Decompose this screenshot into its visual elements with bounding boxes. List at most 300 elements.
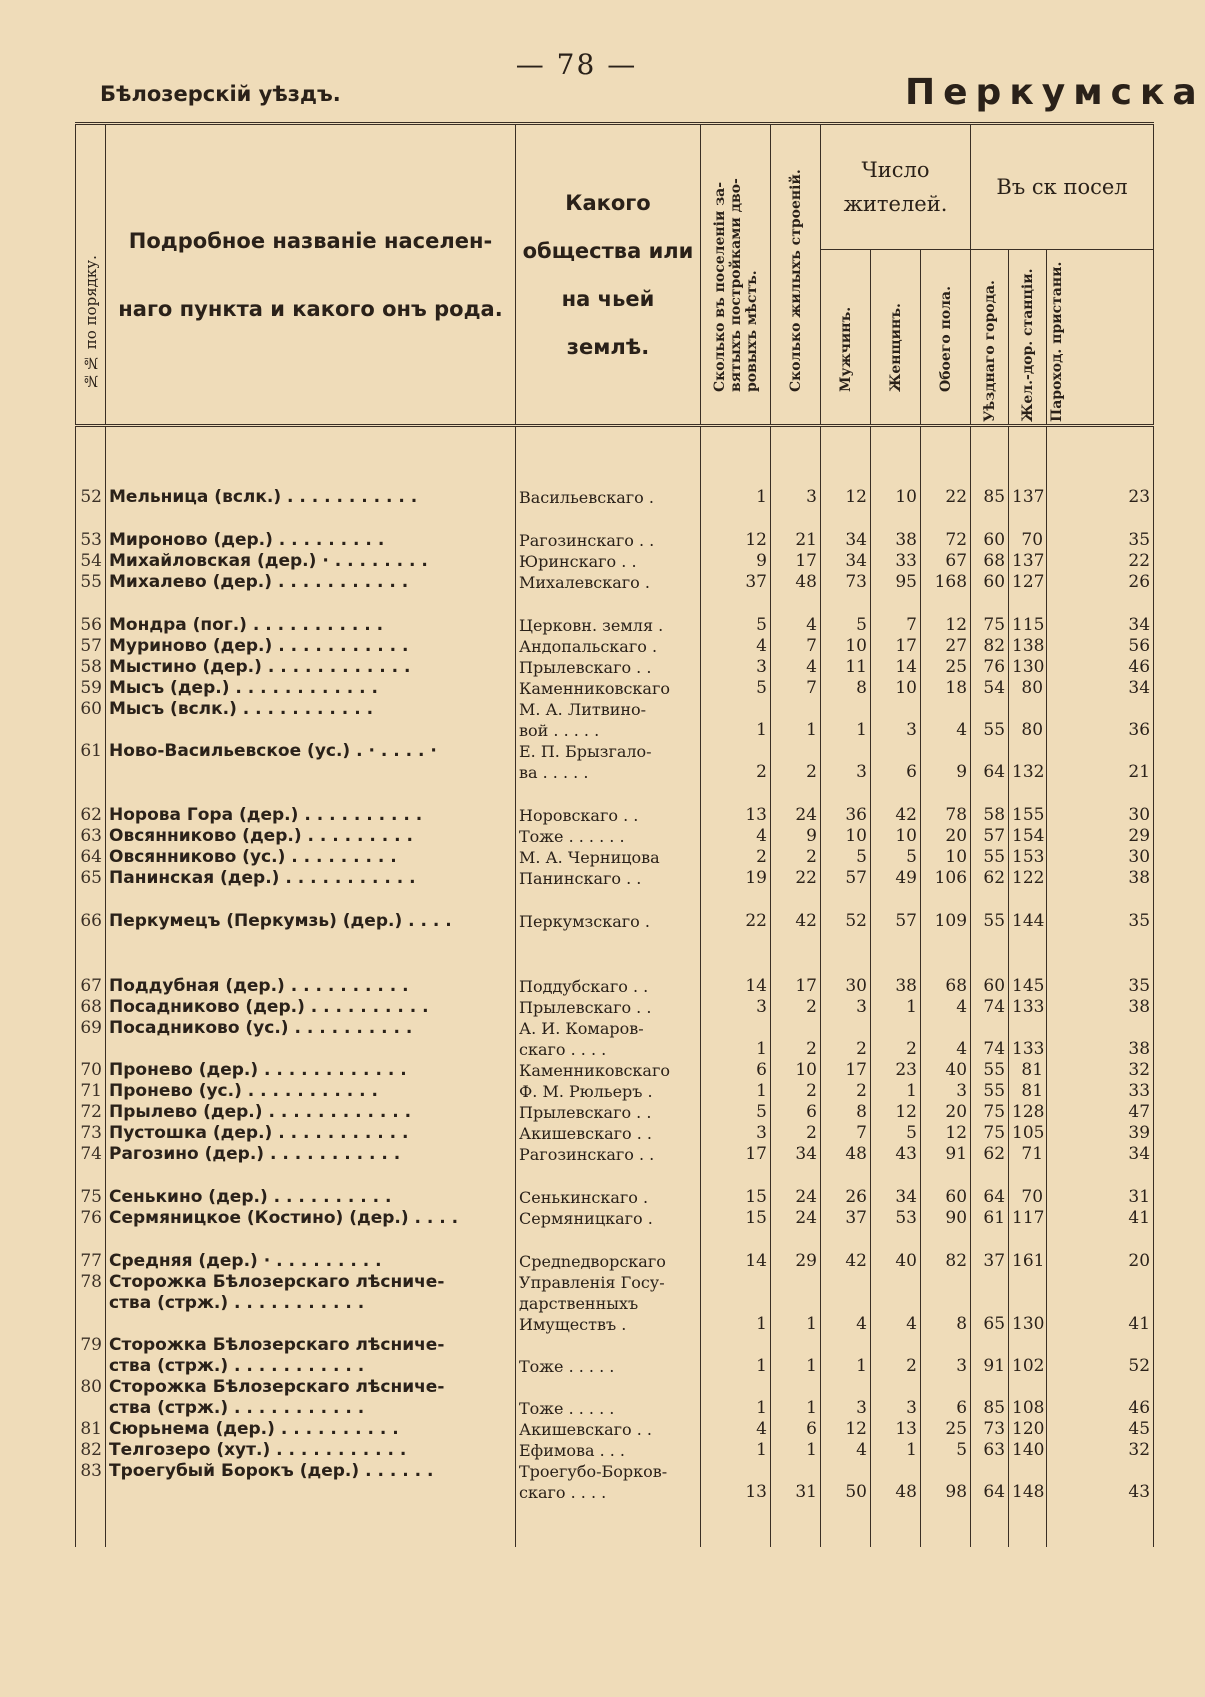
cell-pier: 41	[1047, 1208, 1154, 1229]
spacer-cell	[1009, 508, 1047, 530]
cell-pier: 31	[1047, 1187, 1154, 1208]
cell-women: 6	[871, 762, 921, 783]
table-row	[76, 551, 1154, 572]
col-header-num: №№ по порядку.	[76, 124, 106, 426]
cell-men	[821, 1018, 871, 1039]
cell-society: Поддубскаго . .	[516, 976, 701, 997]
cell-rail: 127	[1009, 572, 1047, 593]
spacer-cell	[921, 1165, 971, 1187]
cell-name: Мельница (вслк.) . . . . . . . . . . .	[106, 487, 516, 508]
spacer-cell	[106, 1229, 516, 1251]
col-header-men: Мужчинъ.	[821, 250, 871, 426]
cell-rail: 138	[1009, 636, 1047, 657]
spacer-cell	[516, 1503, 701, 1547]
cell-women	[871, 1018, 921, 1039]
cell-women	[871, 1293, 921, 1314]
cell-num: 70	[76, 1060, 106, 1081]
cell-yards: 1	[701, 1314, 771, 1335]
cell-pier: 39	[1047, 1123, 1154, 1144]
spacer-cell	[106, 932, 516, 976]
spacer-cell	[971, 426, 1009, 488]
cell-city: 60	[971, 572, 1009, 593]
cell-pier: 46	[1047, 1398, 1154, 1419]
cell-rail: 122	[1009, 868, 1047, 889]
spacer-cell	[971, 508, 1009, 530]
cell-women	[871, 1461, 921, 1482]
cell-name: Прылево (дер.) . . . . . . . . . . . .	[106, 1102, 516, 1123]
cell-society: Васильевскаго .	[516, 487, 701, 508]
cell-both: 60	[921, 1187, 971, 1208]
spacer-cell	[1009, 1503, 1047, 1547]
table-header	[76, 124, 1154, 426]
cell-num: 60	[76, 699, 106, 720]
spacer-cell	[76, 1165, 106, 1187]
cell-yards: 1	[701, 1039, 771, 1060]
district-heading: Бѣлозерскій уѣздъ.	[100, 82, 341, 106]
table-row	[76, 1208, 1154, 1229]
table-row	[76, 762, 1154, 783]
table-row	[76, 1123, 1154, 1144]
cell-men	[821, 1335, 871, 1356]
table-row	[76, 615, 1154, 636]
table-row	[76, 1018, 1154, 1039]
cell-buildings: 1	[771, 1356, 821, 1377]
cell-yards	[701, 1335, 771, 1356]
spacer-cell	[921, 508, 971, 530]
cell-yards	[701, 1377, 771, 1398]
cell-pier: 30	[1047, 805, 1154, 826]
cell-society: Акишевскаго . .	[516, 1419, 701, 1440]
cell-society: Каменниковскаго	[516, 1060, 701, 1081]
spacer-cell	[1047, 593, 1154, 615]
table-row	[76, 1461, 1154, 1482]
cell-city: 85	[971, 1398, 1009, 1419]
cell-name: Михайловская (дер.) · . . . . . . . .	[106, 551, 516, 572]
cell-women	[871, 741, 921, 762]
table-row	[76, 1398, 1154, 1419]
cell-yards: 4	[701, 636, 771, 657]
cell-buildings: 29	[771, 1251, 821, 1272]
col-header-yards: Сколько въ поселеніи за-вятыхъ постройками дво-ровыхъ мѣстъ.	[701, 124, 771, 426]
cell-num: 52	[76, 487, 106, 508]
spacer-cell	[1047, 1229, 1154, 1251]
table-row	[76, 1251, 1154, 1272]
col-header-buildings: Сколько жилыхъ строеній.	[771, 124, 821, 426]
cell-women: 43	[871, 1144, 921, 1165]
cell-name	[106, 1314, 516, 1335]
col-header-rail: Жел.-дор. станціи.	[1009, 250, 1047, 426]
cell-yards	[701, 1272, 771, 1293]
spacer-cell	[106, 783, 516, 805]
cell-rail: 148	[1009, 1482, 1047, 1503]
cell-name: Поддубная (дер.) . . . . . . . . . .	[106, 976, 516, 997]
cell-women: 1	[871, 997, 921, 1018]
cell-men	[821, 1272, 871, 1293]
cell-pier: 38	[1047, 997, 1154, 1018]
cell-city: 55	[971, 1060, 1009, 1081]
cell-buildings: 24	[771, 1187, 821, 1208]
cell-rail	[1009, 699, 1047, 720]
cell-pier: 34	[1047, 678, 1154, 699]
cell-both: 98	[921, 1482, 971, 1503]
cell-rail	[1009, 1461, 1047, 1482]
cell-pier: 26	[1047, 572, 1154, 593]
spacer-cell	[701, 783, 771, 805]
cell-men: 26	[821, 1187, 871, 1208]
cell-rail	[1009, 1293, 1047, 1314]
cell-city	[971, 1272, 1009, 1293]
cell-rail	[1009, 741, 1047, 762]
cell-women: 5	[871, 847, 921, 868]
cell-pier	[1047, 1018, 1154, 1039]
cell-city: 64	[971, 762, 1009, 783]
cell-buildings	[771, 1293, 821, 1314]
cell-name: Перкумецъ (Перкумзь) (дер.) . . . .	[106, 911, 516, 932]
cell-men: 12	[821, 1419, 871, 1440]
cell-pier	[1047, 741, 1154, 762]
cell-name: ства (стрж.) . . . . . . . . . . .	[106, 1293, 516, 1314]
spacer-cell	[106, 426, 516, 488]
cell-rail: 155	[1009, 805, 1047, 826]
cell-society: ва . . . . .	[516, 762, 701, 783]
cell-both	[921, 1377, 971, 1398]
cell-both	[921, 1335, 971, 1356]
col-header-women: Женщинъ.	[871, 250, 921, 426]
cell-both: 68	[921, 976, 971, 997]
spacer-cell	[1009, 1165, 1047, 1187]
spacer-cell	[821, 1229, 871, 1251]
cell-city: 75	[971, 1123, 1009, 1144]
cell-city: 65	[971, 1314, 1009, 1335]
cell-women: 38	[871, 976, 921, 997]
col-header-name: Подробное названіе населен- наго пункта и какого онъ рода.	[106, 124, 516, 426]
spacer-cell	[1009, 1229, 1047, 1251]
cell-buildings	[771, 699, 821, 720]
cell-yards: 9	[701, 551, 771, 572]
cell-both: 106	[921, 868, 971, 889]
spacer-cell	[701, 508, 771, 530]
cell-num	[76, 1398, 106, 1419]
cell-men: 3	[821, 762, 871, 783]
cell-pier: 56	[1047, 636, 1154, 657]
cell-name: Овсянниково (дер.) . . . . . . . . .	[106, 826, 516, 847]
table-row	[76, 1144, 1154, 1165]
cell-num: 54	[76, 551, 106, 572]
cell-city	[971, 1018, 1009, 1039]
cell-rail: 120	[1009, 1419, 1047, 1440]
spacer-cell	[821, 508, 871, 530]
cell-num: 65	[76, 868, 106, 889]
cell-both: 12	[921, 1123, 971, 1144]
cell-yards	[701, 1293, 771, 1314]
cell-men: 30	[821, 976, 871, 997]
cell-both: 27	[921, 636, 971, 657]
statistics-table-container	[75, 122, 1153, 1652]
cell-women: 12	[871, 1102, 921, 1123]
spacer-cell	[516, 889, 701, 911]
cell-buildings: 17	[771, 976, 821, 997]
cell-society: скаго . . . .	[516, 1039, 701, 1060]
cell-city: 60	[971, 976, 1009, 997]
spacer-cell	[516, 1165, 701, 1187]
spacer-cell	[871, 1229, 921, 1251]
spacer-cell	[516, 1229, 701, 1251]
spacer-cell	[1009, 426, 1047, 488]
cell-pier: 34	[1047, 1144, 1154, 1165]
spacer-cell	[921, 932, 971, 976]
cell-society	[516, 1335, 701, 1356]
cell-city: 68	[971, 551, 1009, 572]
cell-buildings	[771, 1461, 821, 1482]
table-row	[76, 1272, 1154, 1293]
table-row	[76, 1482, 1154, 1503]
cell-yards: 1	[701, 1081, 771, 1102]
cell-name	[106, 1039, 516, 1060]
cell-city: 60	[971, 530, 1009, 551]
spacer-cell	[971, 593, 1009, 615]
cell-name: Сторожка Бѣлозерскаго лѣсниче-	[106, 1377, 516, 1398]
cell-name: Мыстино (дер.) . . . . . . . . . . . .	[106, 657, 516, 678]
cell-women	[871, 699, 921, 720]
table-row	[76, 911, 1154, 932]
spacer-cell	[971, 783, 1009, 805]
table-body	[76, 426, 1154, 1548]
cell-pier: 32	[1047, 1440, 1154, 1461]
cell-num: 55	[76, 572, 106, 593]
cell-both: 109	[921, 911, 971, 932]
spacer-cell	[871, 1165, 921, 1187]
table-row	[76, 572, 1154, 593]
cell-rail: 153	[1009, 847, 1047, 868]
cell-city: 63	[971, 1440, 1009, 1461]
settlements-table	[75, 122, 1154, 1547]
cell-women	[871, 1377, 921, 1398]
cell-num: 83	[76, 1461, 106, 1482]
table-row	[76, 847, 1154, 868]
cell-women: 4	[871, 1314, 921, 1335]
cell-buildings	[771, 741, 821, 762]
cell-society: Панинскаго . .	[516, 868, 701, 889]
spacer-cell	[701, 889, 771, 911]
cell-both	[921, 699, 971, 720]
cell-men: 2	[821, 1039, 871, 1060]
cell-yards: 2	[701, 762, 771, 783]
table-row	[76, 530, 1154, 551]
cell-yards: 5	[701, 1102, 771, 1123]
cell-both: 8	[921, 1314, 971, 1335]
cell-rail: 128	[1009, 1102, 1047, 1123]
cell-rail: 70	[1009, 1187, 1047, 1208]
cell-society: Тоже . . . . .	[516, 1356, 701, 1377]
col-header-both: Обоего пола.	[921, 250, 971, 426]
cell-city	[971, 1293, 1009, 1314]
cell-yards	[701, 1461, 771, 1482]
cell-rail: 102	[1009, 1356, 1047, 1377]
cell-men: 8	[821, 678, 871, 699]
cell-yards: 1	[701, 720, 771, 741]
cell-both: 3	[921, 1356, 971, 1377]
cell-rail: 115	[1009, 615, 1047, 636]
cell-women: 10	[871, 826, 921, 847]
cell-name: Норова Гора (дер.) . . . . . . . . . .	[106, 805, 516, 826]
cell-name: Посадниково (дер.) . . . . . . . . . .	[106, 997, 516, 1018]
cell-name: Мысъ (вслк.) . . . . . . . . . . .	[106, 699, 516, 720]
cell-num: 59	[76, 678, 106, 699]
spacer-cell	[701, 932, 771, 976]
cell-women: 23	[871, 1060, 921, 1081]
cell-name: Мироново (дер.) . . . . . . . . .	[106, 530, 516, 551]
spacer-cell	[821, 426, 871, 488]
cell-rail: 130	[1009, 1314, 1047, 1335]
cell-pier	[1047, 1377, 1154, 1398]
cell-pier: 30	[1047, 847, 1154, 868]
cell-men: 7	[821, 1123, 871, 1144]
cell-num: 63	[76, 826, 106, 847]
spacer-cell	[771, 426, 821, 488]
cell-num: 78	[76, 1272, 106, 1293]
spacer-cell	[76, 1229, 106, 1251]
cell-buildings	[771, 1272, 821, 1293]
spacer-cell	[701, 1165, 771, 1187]
cell-city: 64	[971, 1482, 1009, 1503]
spacer-cell	[106, 889, 516, 911]
cell-name	[106, 1482, 516, 1503]
cell-name: Ново-Васильевское (ус.) . · . . . . ·	[106, 741, 516, 762]
cell-yards	[701, 1018, 771, 1039]
spacer-row	[76, 426, 1154, 488]
cell-num: 61	[76, 741, 106, 762]
cell-num	[76, 1314, 106, 1335]
cell-society: Управленія Госу-	[516, 1272, 701, 1293]
cell-buildings: 6	[771, 1102, 821, 1123]
spacer-cell	[76, 508, 106, 530]
cell-num: 56	[76, 615, 106, 636]
cell-yards: 6	[701, 1060, 771, 1081]
cell-city: 57	[971, 826, 1009, 847]
cell-num: 76	[76, 1208, 106, 1229]
cell-yards: 3	[701, 1123, 771, 1144]
cell-buildings: 2	[771, 1081, 821, 1102]
cell-buildings	[771, 1377, 821, 1398]
cell-city: 37	[971, 1251, 1009, 1272]
cell-buildings: 4	[771, 615, 821, 636]
spacer-cell	[971, 1503, 1009, 1547]
cell-pier	[1047, 1272, 1154, 1293]
cell-both: 4	[921, 720, 971, 741]
cell-name: Посадниково (ус.) . . . . . . . . . .	[106, 1018, 516, 1039]
spacer-cell	[76, 593, 106, 615]
spacer-cell	[871, 593, 921, 615]
table-row	[76, 805, 1154, 826]
cell-city	[971, 741, 1009, 762]
cell-num: 80	[76, 1377, 106, 1398]
cell-both: 5	[921, 1440, 971, 1461]
spacer-cell	[106, 508, 516, 530]
cell-rail: 154	[1009, 826, 1047, 847]
spacer-row	[76, 508, 1154, 530]
cell-pier: 21	[1047, 762, 1154, 783]
cell-women: 7	[871, 615, 921, 636]
spacer-cell	[821, 889, 871, 911]
spacer-cell	[1047, 783, 1154, 805]
spacer-cell	[771, 1165, 821, 1187]
spacer-cell	[701, 426, 771, 488]
cell-num: 82	[76, 1440, 106, 1461]
spacer-cell	[821, 593, 871, 615]
spacer-cell	[516, 932, 701, 976]
col-header-pier: Пароход. пристани.	[1047, 250, 1154, 426]
cell-pier: 33	[1047, 1081, 1154, 1102]
cell-both: 18	[921, 678, 971, 699]
cell-buildings: 2	[771, 762, 821, 783]
cell-both: 25	[921, 657, 971, 678]
cell-pier: 47	[1047, 1102, 1154, 1123]
cell-women: 53	[871, 1208, 921, 1229]
cell-name: Сермяницкое (Костино) (дер.) . . . .	[106, 1208, 516, 1229]
spacer-cell	[1047, 426, 1154, 488]
cell-women: 40	[871, 1251, 921, 1272]
cell-pier	[1047, 1335, 1154, 1356]
cell-buildings: 1	[771, 1398, 821, 1419]
cell-yards: 13	[701, 1482, 771, 1503]
cell-rail: 130	[1009, 657, 1047, 678]
cell-both: 4	[921, 997, 971, 1018]
cell-both: 40	[921, 1060, 971, 1081]
cell-pier	[1047, 1461, 1154, 1482]
cell-city: 54	[971, 678, 1009, 699]
cell-men	[821, 741, 871, 762]
cell-num	[76, 720, 106, 741]
cell-name: Муриново (дер.) . . . . . . . . . . .	[106, 636, 516, 657]
spacer-row	[76, 593, 1154, 615]
cell-city: 73	[971, 1419, 1009, 1440]
cell-pier: 45	[1047, 1419, 1154, 1440]
cell-men: 12	[821, 487, 871, 508]
cell-pier: 22	[1047, 551, 1154, 572]
cell-society: дарственныхъ	[516, 1293, 701, 1314]
spacer-row	[76, 889, 1154, 911]
table-row	[76, 720, 1154, 741]
table-row	[76, 976, 1154, 997]
spacer-row	[76, 932, 1154, 976]
cell-society: Перкумзскаго .	[516, 911, 701, 932]
col-header-residents: Число жителей.	[821, 124, 971, 250]
cell-rail: 144	[1009, 911, 1047, 932]
cell-yards: 2	[701, 847, 771, 868]
cell-num: 79	[76, 1335, 106, 1356]
cell-rail: 81	[1009, 1081, 1047, 1102]
cell-society: Е. П. Брызгало-	[516, 741, 701, 762]
cell-men: 5	[821, 615, 871, 636]
cell-men: 8	[821, 1102, 871, 1123]
cell-buildings: 42	[771, 911, 821, 932]
cell-num	[76, 1482, 106, 1503]
cell-women	[871, 1272, 921, 1293]
cell-men: 73	[821, 572, 871, 593]
cell-yards: 1	[701, 1398, 771, 1419]
cell-yards: 1	[701, 1440, 771, 1461]
cell-society: М. А. Черницова	[516, 847, 701, 868]
spacer-cell	[106, 1503, 516, 1547]
spacer-cell	[921, 426, 971, 488]
cell-both: 6	[921, 1398, 971, 1419]
spacer-cell	[971, 932, 1009, 976]
spacer-cell	[871, 1503, 921, 1547]
cell-city: 74	[971, 997, 1009, 1018]
cell-women: 48	[871, 1482, 921, 1503]
cell-name: ства (стрж.) . . . . . . . . . . .	[106, 1398, 516, 1419]
cell-women: 49	[871, 868, 921, 889]
